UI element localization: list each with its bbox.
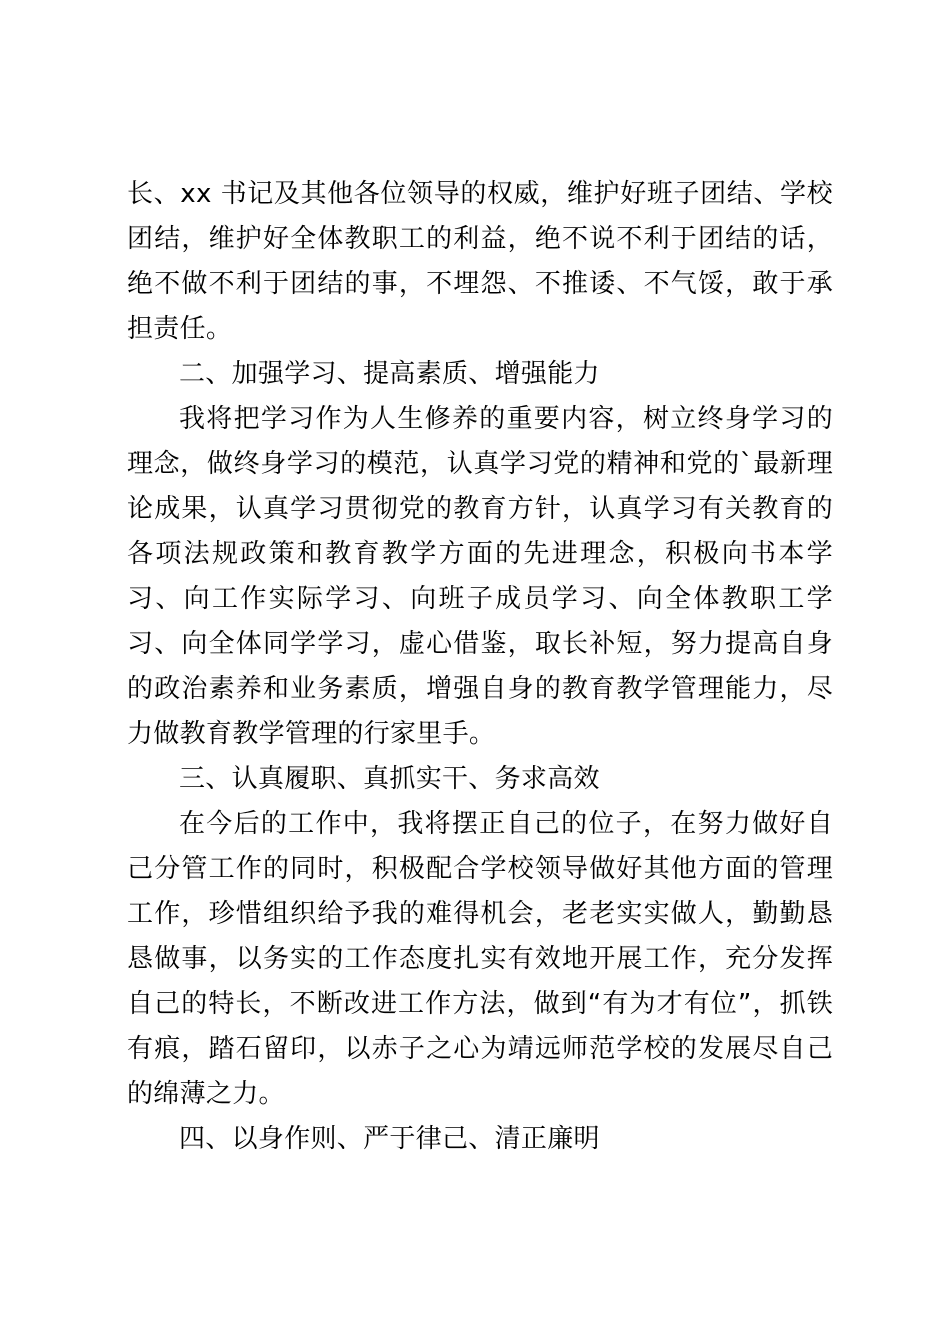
paragraph-learning: 我将把学习作为人生修养的重要内容，树立终身学习的理念，做终身学习的模范，认真学习党的精神和党的`最新理论成果，认真学习贯彻党的教育方针，认真学习有关教育的各项法规政策和教育教学方面的先进理念，积极向书本学习、向工作实际学习、向班子成员学习、向全体教职工学习、向全体同学学习，虚心借鉴，取长补短，努力提高自身的政治素养和业务素质，增强自身的教育教学管理能力，尽力做教育教学管理的行家里手。 (127, 404, 833, 749)
section-heading-3: 三、认真履职、真抓实干、务求高效 (179, 764, 600, 794)
paragraph-continuation: 长、xx 书记及其他各位领导的权威，维护好班子团结、学校团结，维护好全体教职工的利益，绝不说不利于团结的话，绝不做不利于团结的事，不埋怨、不推诿、不气馁，敢于承担责任。 (127, 179, 833, 344)
section-heading-4: 四、以身作则、严于律己、清正廉明 (179, 1124, 600, 1154)
paragraph-duty: 在今后的工作中，我将摆正自己的位子，在努力做好自己分管工作的同时，积极配合学校领导做好其他方面的管理工作，珍惜组织给予我的难得机会，老老实实做人，勤勤恳恳做事，以务实的工作态度扎实有效地开展工作，充分发挥自己的特长，不断改进工作方法，做到“有为才有位”，抓铁有痕，踏石留印，以赤子之心为靖远师范学校的发展尽自己的绵薄之力。 (127, 809, 833, 1109)
document-body (127, 172, 833, 1162)
section-heading-2: 二、加强学习、提高素质、增强能力 (179, 359, 600, 389)
